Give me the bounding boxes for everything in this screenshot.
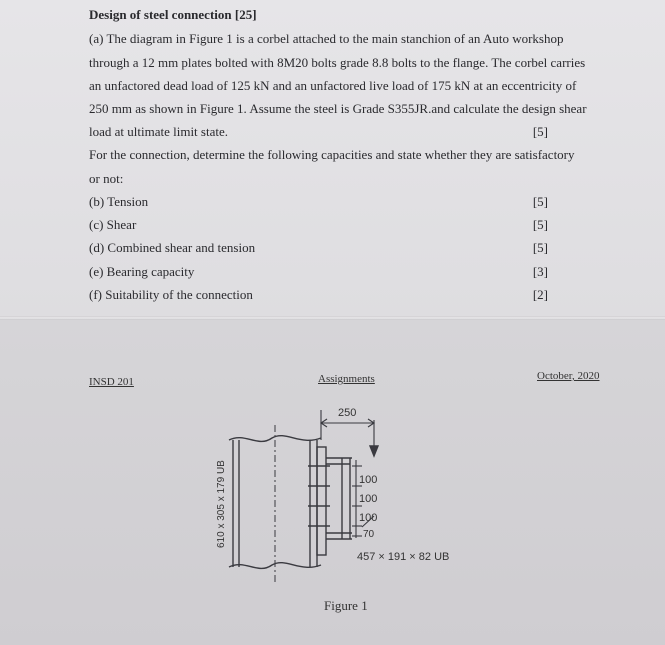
question-c: (c) Shear bbox=[89, 217, 137, 232]
part-a-line: 250 mm as shown in Figure 1. Assume the steel is Grade S355JR.and calculate the design shear bbox=[89, 101, 587, 116]
part-a-marks: [5] bbox=[532, 124, 548, 139]
question-d: (d) Combined shear and tension bbox=[89, 240, 256, 255]
footer-center: Assignments bbox=[318, 373, 375, 385]
question-b: (b) Tension bbox=[89, 194, 149, 209]
eccentricity-label: 250 bbox=[338, 407, 357, 419]
footer-course: INSD 201 bbox=[89, 376, 134, 388]
question-e-marks: [3] bbox=[532, 264, 548, 279]
question-d-marks: [5] bbox=[532, 240, 548, 255]
part-a-line: load at ultimate limit state. bbox=[89, 124, 228, 139]
question-c-marks: [5] bbox=[532, 217, 548, 232]
part-a-line: an unfactored dead load of 125 kN and an unfactored live load of 175 kN at an eccentricity of bbox=[89, 78, 577, 93]
part-a-line: (a) The diagram in Figure 1 is a corbel attached to the main stanchion of an Auto workshop bbox=[89, 31, 564, 46]
load-arrow bbox=[370, 446, 378, 456]
spacing-label: 100 bbox=[359, 493, 378, 505]
column-section-label: 610 x 305 x 179 UB bbox=[216, 460, 227, 548]
spacing-label: 100 bbox=[359, 512, 378, 524]
bolt-row bbox=[308, 466, 330, 526]
question-f: (f) Suitability of the connection bbox=[89, 287, 253, 302]
corbel-beam bbox=[326, 458, 352, 539]
intro-line: For the connection, determine the following capacities and state whether they are satisfactory bbox=[89, 147, 575, 162]
spacing-label: 100 bbox=[359, 474, 378, 486]
edge-distance-label: 70 bbox=[363, 529, 375, 540]
figure-caption: Figure 1 bbox=[324, 598, 368, 613]
end-plate bbox=[317, 447, 326, 555]
intro-line: or not: bbox=[89, 171, 124, 186]
assignment-heading: Design of steel connection [25] bbox=[89, 7, 257, 22]
column-flange-left bbox=[233, 440, 239, 567]
beam-section-label: 457 × 191 × 82 UB bbox=[357, 551, 450, 563]
question-e: (e) Bearing capacity bbox=[89, 264, 195, 279]
footer-date: October, 2020 bbox=[537, 370, 600, 382]
column-flange-right bbox=[310, 440, 317, 567]
part-a-line: through a 12 mm plates bolted with 8M20 bolts grade 8.8 bolts to the flange. The corbel carries bbox=[89, 55, 586, 70]
question-f-marks: [2] bbox=[532, 287, 548, 302]
question-b-marks: [5] bbox=[532, 194, 548, 209]
